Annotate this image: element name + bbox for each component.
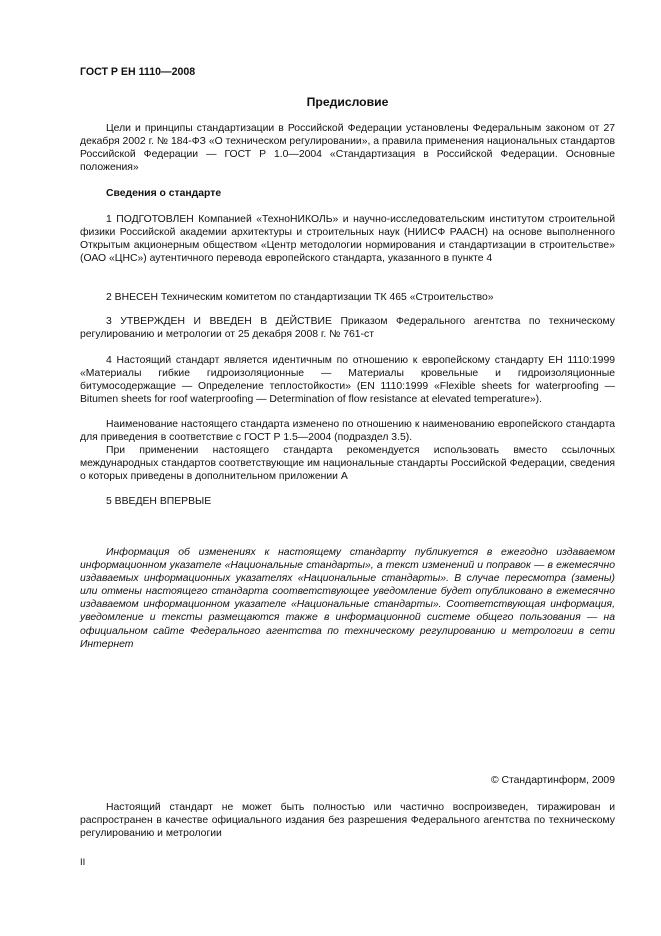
page-title: Предисловие (306, 95, 389, 109)
item-4-refs-paragraph: При применении настоящего стандарта рекомендуется использовать вместо ссылочных международных стандартов соответствующие им национальные стандарты Российской Федерации, сведения о которых приведены в дополнительном приложении А (80, 445, 615, 483)
standard-info-heading: Сведения о стандарте (106, 188, 222, 199)
reproduction-notice: Настоящий стандарт не может быть полностью или частично воспроизведен, тиражирован и распространен в качестве официального издания без разрешения Федерального агентства по техническому регулированию и метрологии (80, 802, 615, 840)
item-4-paragraph: 4 Настоящий стандарт является идентичным по отношению к европейскому стандарту ЕН 1110:1999 «Материалы гибкие гидроизоляционные — Материалы кровельные и гидроизоляционные битумосодержащие — Определение теплостойкости» (EN 1110:1999 «Flexible sheets for waterproofing — Bitumen sheets for roof waterproofing — Determination of flow resistance at elevated temperature»). (80, 355, 615, 406)
item-2-paragraph: 2 ВНЕСЕН Техническим комитетом по стандартизации ТК 465 «Строительство» (106, 292, 494, 303)
item-4-name-paragraph: Наименование настоящего стандарта изменено по отношению к наименованию европейского стандарта для приведения в соответствие с ГОСТ Р 1.5—2004 (подраздел 3.5). (80, 419, 615, 444)
copyright-line: © Стандартинформ, 2009 (490, 775, 615, 786)
page-number: II (80, 857, 86, 868)
intro-paragraph: Цели и принципы стандартизации в Российской Федерации установлены Федеральным законом от 27 декабря 2002 г. № 184-ФЗ «О техническом регулировании», а правила применения национальных стандартов Российской Федерации — ГОСТ Р 1.0—2004 «Стандартизация в Российской Федерации. Основные положения» (80, 123, 615, 174)
document-id-header: ГОСТ Р ЕН 1110—2008 (80, 66, 196, 78)
item-3-paragraph: 3 УТВЕРЖДЕН И ВВЕДЕН В ДЕЙСТВИЕ Приказом Федерального агентства по техническому регулированию и метрологии от 25 декабря 2008 г. № 761-ст (80, 316, 615, 341)
document-page (80, 0, 615, 936)
notice-paragraph: Информация об изменениях к настоящему стандарту публикуется в ежегодно издаваемом информационном указателе «Национальные стандарты», а текст изменений и поправок — в ежемесячно издаваемых информационных указателях «Национальные стандарты». В случае пересмотра (замены) или отмены настоящего стандарта соответствующее уведомление будет опубликовано в ежемесячно издаваемом информационном указателе «Национальные стандарты». Соответствующая информация, уведомление и тексты размещаются также в информационной системе общего пользования — на официальном сайте Федерального агентства по техническому регулированию и метрологии в сети Интернет (80, 547, 615, 650)
item-5-paragraph: 5 ВВЕДЕН ВПЕРВЫЕ (106, 496, 212, 507)
item-1-paragraph: 1 ПОДГОТОВЛЕН Компанией «ТехноНИКОЛЬ» и научно-исследовательским институтом строительной физики Российской академии архитектуры и строительных наук (НИИСФ РААСН) на основе выполненного Открытым акционерным обществом «Центр методологии нормирования и стандартизации в строительстве» (ОАО «ЦНС») аутентичного перевода европейского стандарта, указанного в пункте 4 (80, 214, 615, 265)
